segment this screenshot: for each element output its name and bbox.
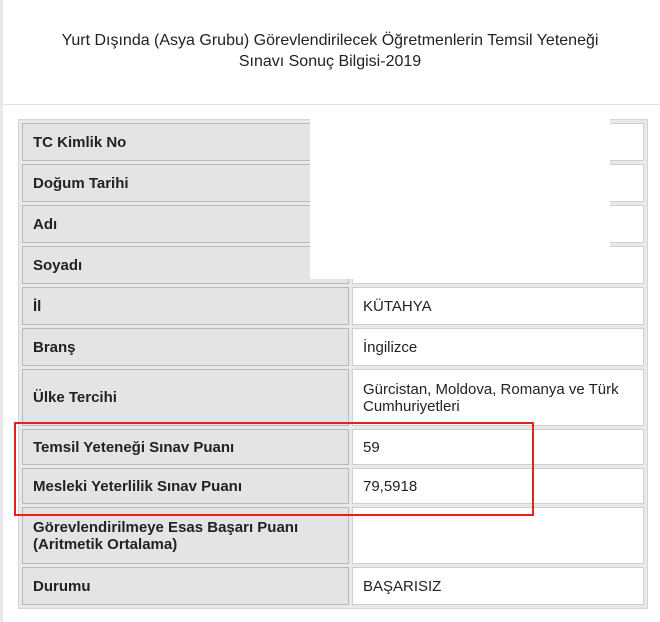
page-title xyxy=(0,30,660,72)
row-label: Temsil Yeteneği Sınav Puanı xyxy=(22,429,349,465)
title-line-2: Sınavı Sonuç Bilgisi-2019 xyxy=(238,53,422,70)
row-label: Durumu xyxy=(22,567,349,605)
row-value: Gürcistan, Moldova, Romanya ve Türk Cumhuriyetleri xyxy=(352,369,644,426)
table-row-brans xyxy=(22,328,644,366)
row-value: İngilizce xyxy=(352,328,644,366)
row-value: 59 xyxy=(352,429,644,465)
row-label: TC Kimlik No xyxy=(22,123,349,161)
row-value: BAŞARISIZ xyxy=(352,567,644,605)
row-label: İl xyxy=(22,287,349,325)
row-label: Görevlendirilmeye Esas Başarı Puanı (Aritmetik Ortalama) xyxy=(22,507,349,564)
score-highlight-box xyxy=(14,422,534,516)
table-row-ulke-tercihi xyxy=(22,369,644,426)
row-label: Adı xyxy=(22,205,349,243)
row-label: Mesleki Yeterlilik Sınav Puanı xyxy=(22,468,349,504)
table-row-durumu xyxy=(22,567,644,605)
table-row-il xyxy=(22,287,644,325)
page-header xyxy=(0,0,660,105)
row-label: Doğum Tarihi xyxy=(22,164,349,202)
row-label: Branş xyxy=(22,328,349,366)
row-value: 79,5918 xyxy=(352,468,644,504)
row-label: Ülke Tercihi xyxy=(22,369,349,426)
row-label: Soyadı xyxy=(22,246,349,284)
left-edge-divider xyxy=(0,0,3,622)
title-line-1: Yurt Dışında (Asya Grubu) Görevlendirilecek Öğretmenlerin Temsil Yeteneği xyxy=(61,32,599,49)
redaction-overlay xyxy=(310,119,610,279)
row-value: KÜTAHYA xyxy=(352,287,644,325)
